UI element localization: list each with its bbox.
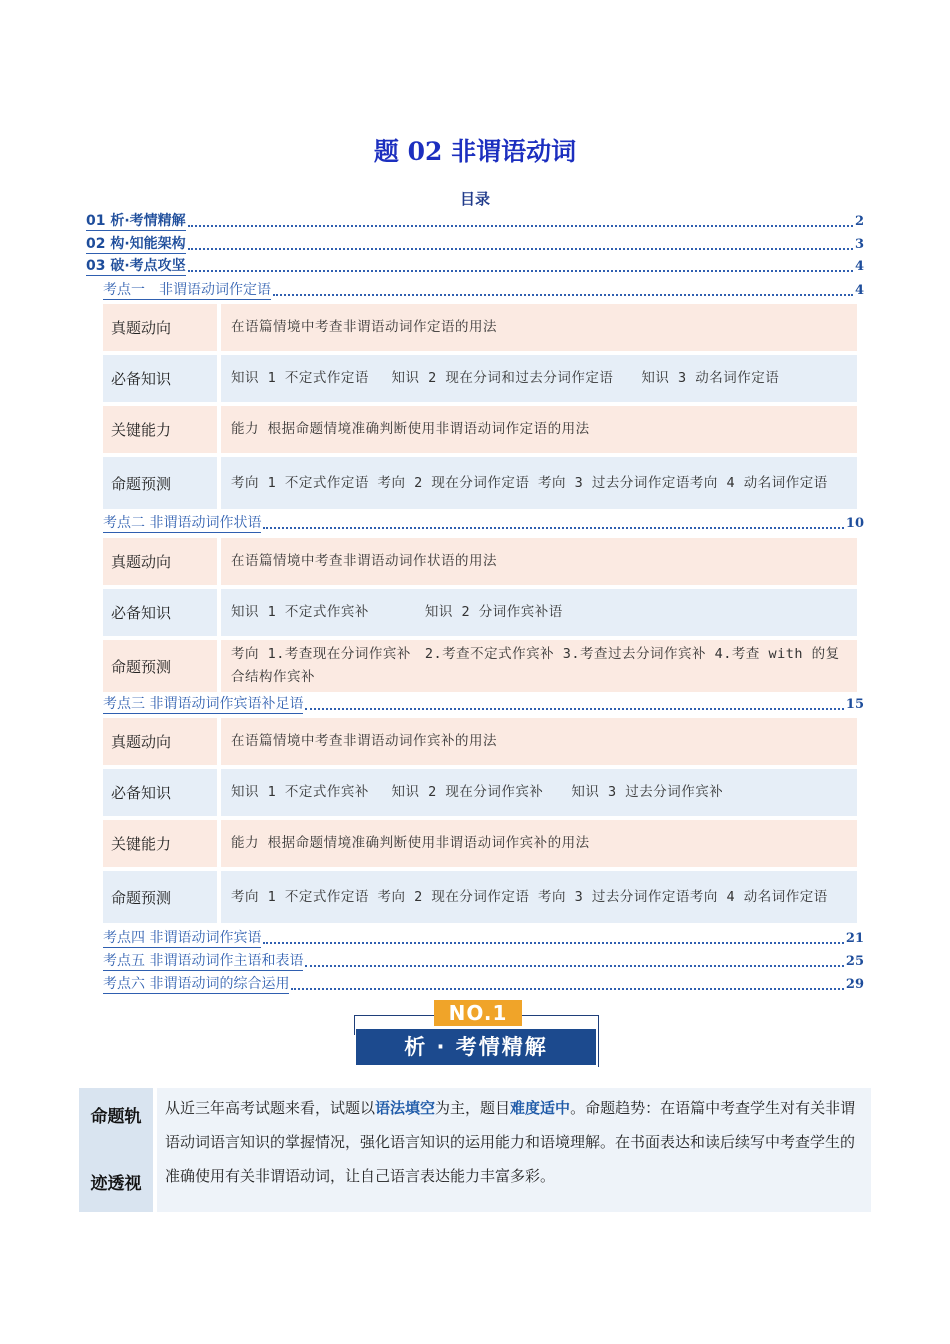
row-label: 关键能力 (103, 406, 217, 453)
row-label: 真题动向 (103, 538, 217, 585)
analysis-label-line: 迹透视 (90, 1174, 142, 1194)
toc-entry-page: 2 (854, 214, 864, 229)
section-banner (348, 1000, 608, 1070)
toc-subentry[interactable] (103, 513, 864, 533)
toc-leader (291, 988, 843, 990)
toc-leader (188, 248, 853, 250)
banner-title: 析 · 考情精解 (356, 1029, 596, 1065)
toc-subentry[interactable] (103, 974, 864, 994)
toc-leader (263, 942, 843, 944)
row-value: 考向 1 不定式作定语 考向 2 现在分词作定语 考向 3 过去分词作定语考向 4 动名词作定语 (221, 871, 857, 923)
banner-tag: NO.1 (434, 1000, 522, 1026)
row-label: 命题预测 (103, 871, 217, 923)
row-label: 真题动向 (103, 718, 217, 765)
toc-subentry-page: 25 (845, 954, 864, 969)
toc-entry-page: 4 (854, 259, 864, 274)
row-value: 知识 1 不定式作宾补 知识 2 分词作宾补语 (221, 589, 857, 636)
row-label: 命题预测 (103, 640, 217, 692)
toc-entry[interactable] (86, 256, 864, 276)
toc-subentry[interactable] (103, 951, 864, 971)
toc-leader (273, 294, 853, 296)
toc-leader (188, 225, 853, 227)
highlight-term: 难度适中 (510, 1099, 571, 1117)
row-value: 考向 1.考查现在分词作宾补 2.考查不定式作宾补 3.考查过去分词作宾补 4.考查 with 的复合结构作宾补 (221, 640, 857, 692)
row-label: 必备知识 (103, 769, 217, 816)
banner-rule (354, 1015, 434, 1016)
toc-subentry-label: 考点三 非谓语动词作宾语补足语 (103, 696, 304, 712)
highlight-term: 语法填空 (375, 1099, 436, 1117)
toc-entry-label: 02 构·知能架构 (86, 236, 186, 252)
row-label: 关键能力 (103, 820, 217, 867)
toc-entry-label: 03 破·考点攻坚 (86, 258, 186, 274)
toc-entry-label: 01 析·考情精解 (86, 213, 186, 229)
analysis-box (79, 1088, 871, 1212)
row-label: 必备知识 (103, 589, 217, 636)
toc-subentry-label: 考点一 非谓语动词作定语 (103, 282, 271, 298)
toc-leader (188, 270, 853, 272)
analysis-text-part: 从近三年高考试题来看，试题以 (165, 1099, 376, 1117)
toc-subentry-label: 考点六 非谓语动词的综合运用 (103, 976, 290, 992)
point-table-3 (103, 718, 857, 927)
analysis-label-line: 命题轨 (90, 1107, 142, 1127)
row-label: 真题动向 (103, 304, 217, 351)
row-value: 知识 1 不定式作宾补 知识 2 现在分词作宾补 知识 3 过去分词作宾补 (221, 769, 857, 816)
row-value: 能力 根据命题情境准确判断使用非谓语动词作宾补的用法 (221, 820, 857, 867)
banner-rule (522, 1015, 598, 1016)
toc-subentry[interactable] (103, 280, 864, 300)
banner-rule (354, 1015, 355, 1035)
analysis-text (157, 1088, 871, 1212)
banner-rule (598, 1015, 599, 1067)
toc-subentry[interactable] (103, 694, 864, 714)
toc-leader (305, 708, 843, 710)
analysis-text-part: 。命题趋势：在语篇中考查学生对有关非谓语动词语言知识的掌握情况，强化语言知识的运用能力和语境理解。在书面表达和读后续写中考查学生的准确使用有关非谓语动词，让自己语言表达能力丰富多彩。 (165, 1099, 856, 1185)
toc-leader (263, 527, 843, 529)
row-value: 知识 1 不定式作定语 知识 2 现在分词和过去分词作定语 知识 3 动名词作定语 (221, 355, 857, 402)
toc-heading: 目录 (459, 190, 490, 208)
page-title: 题 02 非谓语动词 (373, 137, 577, 166)
toc-subentry-page: 4 (854, 283, 864, 298)
toc-subentry-page: 10 (845, 516, 864, 531)
toc-subentry-page: 29 (845, 977, 864, 992)
row-value: 考向 1 不定式作定语 考向 2 现在分词作定语 考向 3 过去分词作定语考向 4 动名词作定语 (221, 457, 857, 509)
toc-subentry-label: 考点五 非谓语动词作主语和表语 (103, 953, 304, 969)
analysis-label (79, 1088, 153, 1212)
toc-subentry[interactable] (103, 928, 864, 948)
point-table-1 (103, 304, 857, 513)
toc-subentry-page: 15 (845, 697, 864, 712)
row-value: 在语篇情境中考查非谓语动词作定语的用法 (221, 304, 857, 351)
analysis-text-part: 为主，题目 (435, 1099, 511, 1117)
row-value: 在语篇情境中考查非谓语动词作状语的用法 (221, 538, 857, 585)
toc-subentry-label: 考点四 非谓语动词作宾语 (103, 930, 262, 946)
toc-subentry-page: 21 (845, 931, 864, 946)
row-label: 命题预测 (103, 457, 217, 509)
toc-leader (305, 965, 843, 967)
row-label: 必备知识 (103, 355, 217, 402)
toc-entry[interactable] (86, 211, 864, 231)
row-value: 能力 根据命题情境准确判断使用非谓语动词作定语的用法 (221, 406, 857, 453)
row-value: 在语篇情境中考查非谓语动词作宾补的用法 (221, 718, 857, 765)
toc-subentry-label: 考点二 非谓语动词作状语 (103, 515, 262, 531)
toc-entry-page: 3 (854, 237, 864, 252)
point-table-2 (103, 538, 857, 696)
toc-entry[interactable] (86, 234, 864, 254)
